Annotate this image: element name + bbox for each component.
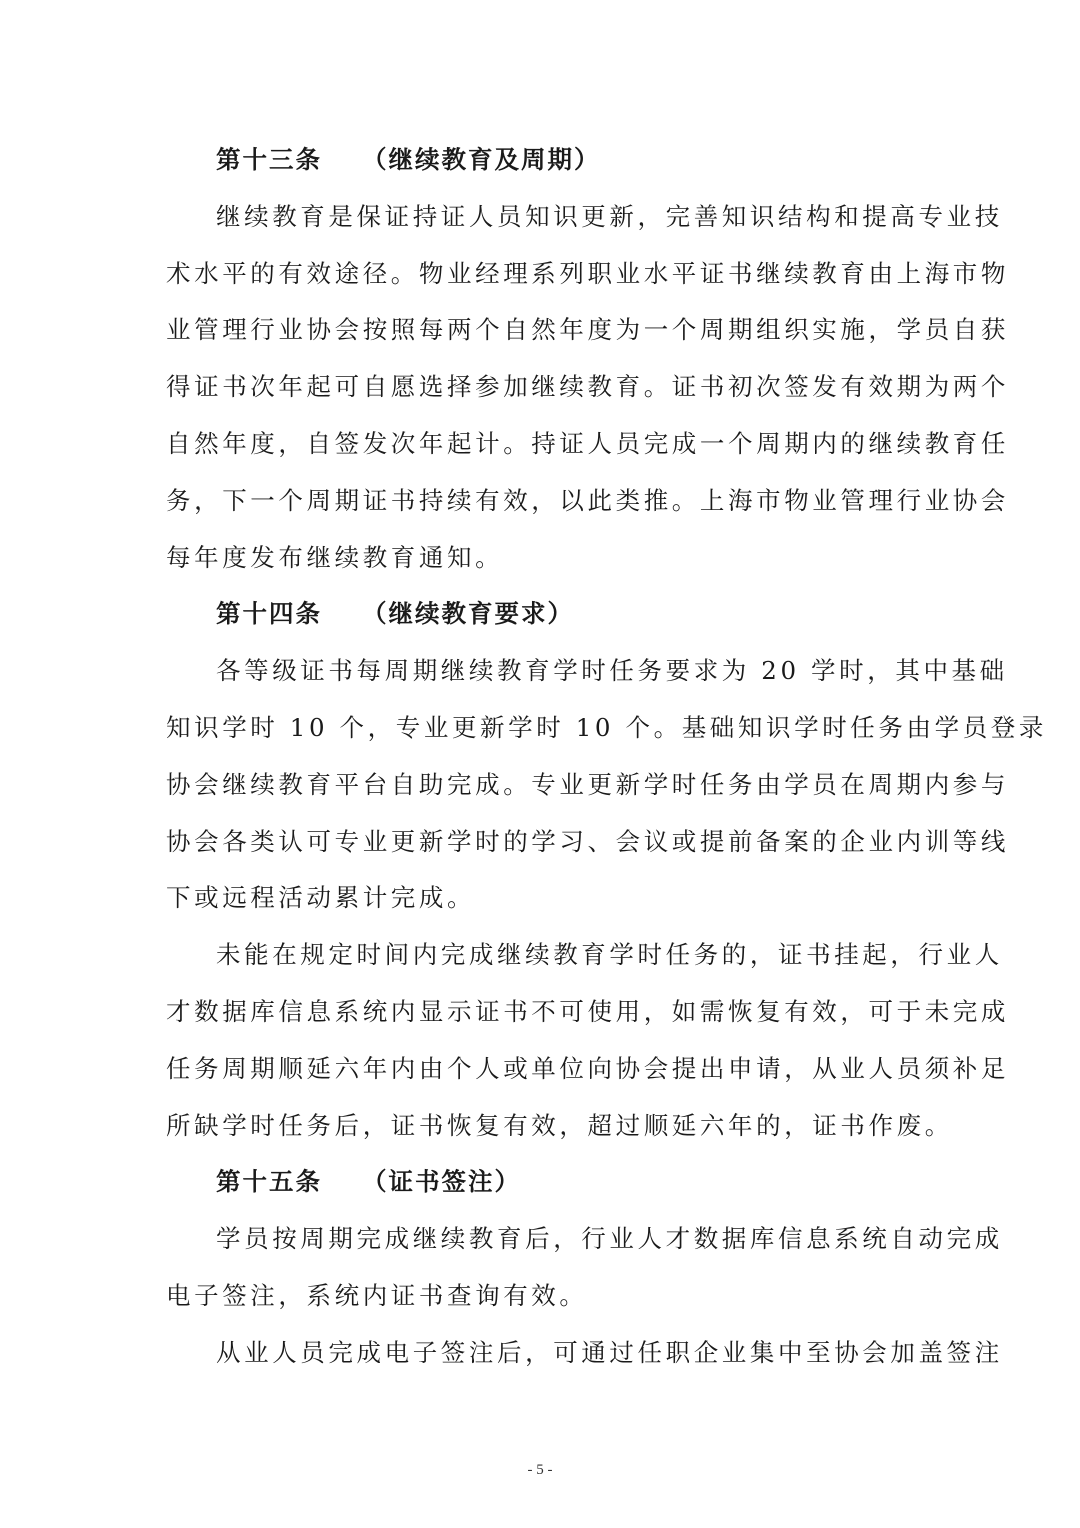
article-13-paragraph-1 [166,189,1009,587]
paragraph-line: 继续教育是保证持证人员知识更新，完善知识结构和提高专业技 [216,201,1003,231]
article-15-title: （证书签注） [362,1167,521,1197]
paragraph-line: 业管理行业协会按照每两个自然年度为一个周期组织实施，学员自获 [166,315,1009,345]
article-14-heading [166,586,918,643]
page-body [166,132,1047,1382]
article-13-title: （继续教育及周期） [362,145,601,174]
paragraph-line: 学员按周期完成继续教育后，行业人才数据库信息系统自动完成 [216,1224,1003,1254]
paragraph-line: 自然年度，自签发次年起计。持证人员完成一个周期内的继续教育任 [166,428,1009,458]
paragraph-line: 从业人员完成电子签注后，可通过任职企业集中至协会加盖签注 [216,1337,1003,1367]
paragraph-line: 术水平的有效途径。物业经理系列职业水平证书继续教育由上海市物 [166,258,1009,288]
paragraph-line: 才数据库信息系统内显示证书不可使用，如需恢复有效，可于未完成 [166,996,1009,1026]
paragraph-line: 电子签注，系统内证书查询有效。 [166,1280,588,1310]
paragraph-line: 协会各类认可专业更新学时的学习、会议或提前备案的企业内训等线 [166,826,1009,856]
article-15-paragraph-1 [166,1211,1003,1325]
paragraph-line: 协会继续教育平台自助完成。专业更新学时任务由学员在周期内参与 [166,769,1009,799]
article-13-number: 第十三条 [216,145,322,174]
page-number: - 5 - [527,1462,553,1478]
paragraph-line: 各等级证书每周期继续教育学时任务要求为 20 学时，其中基础 [216,656,1008,686]
article-13-heading [166,132,918,189]
paragraph-line: 每年度发布继续教育通知。 [166,542,504,572]
article-15-paragraph-2 [166,1325,1003,1382]
paragraph-line: 得证书次年起可自愿选择参加继续教育。证书初次签发有效期为两个 [166,372,1009,402]
article-14-number: 第十四条 [216,599,322,629]
article-14-paragraph-2 [166,927,1009,1154]
article-14-paragraph-1 [166,643,1047,927]
paragraph-line: 所缺学时任务后，证书恢复有效，超过顺延六年的，证书作废。 [166,1110,953,1140]
article-14-title: （继续教育要求） [362,599,574,629]
paragraph-line: 务，下一个周期证书持续有效，以此类推。上海市物业管理行业协会 [166,485,1009,515]
paragraph-line: 知识学时 10 个，专业更新学时 10 个。基础知识学时任务由学员登录 [166,712,1047,742]
article-15-heading [166,1154,918,1211]
paragraph-line: 下或远程活动累计完成。 [166,883,476,913]
article-15-number: 第十五条 [216,1167,322,1197]
paragraph-line: 未能在规定时间内完成继续教育学时任务的，证书挂起，行业人 [216,940,1003,970]
paragraph-line: 任务周期顺延六年内由个人或单位向协会提出申请，从业人员须补足 [166,1053,1009,1083]
